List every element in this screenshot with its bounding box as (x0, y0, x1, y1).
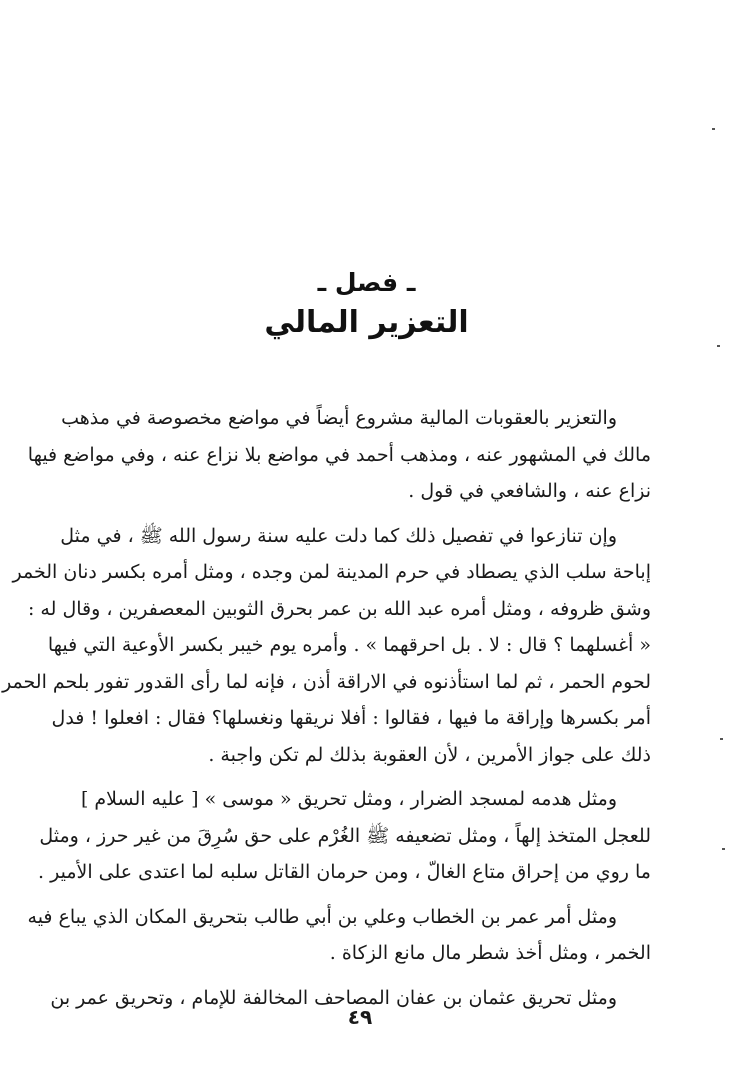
text-line: إباحة سلب الذي يصطاد في حرم المدينة لمن وجده ، ومثل أمره بكسر دنان الخمر (12, 561, 651, 583)
paragraph (27, 899, 651, 972)
scan-speck (720, 738, 723, 740)
text-line: مالك في المشهور عنه ، ومذهب أحمد في مواضع بلا نزاع عنه ، وفي مواضع فيها (27, 443, 651, 466)
paragraph (38, 781, 651, 891)
text-line: الخمر ، ومثل أخذ شطر مال مانع الزكاة . (329, 942, 651, 964)
body-text (2, 400, 651, 1024)
paragraph (27, 400, 651, 510)
text-line: « أغسلهما ؟ قال : لا . بل احرقهما » . وأمره يوم خيبر بكسر الأوعية التي فيها (47, 634, 651, 656)
text-line: للعجل المتخذ إلهاً ، ومثل تضعيفه ﷺ الغُرْم على حق سُرِقَ من غير حرز ، ومثل (39, 824, 651, 847)
text-line: وشق ظروفه ، ومثل أمره عبد الله بن عمر بحرق الثوبين المعصفرين ، وقال له : (27, 597, 651, 620)
scan-speck (717, 345, 720, 347)
paragraph (2, 518, 651, 774)
page-title: التعزير المالي (264, 305, 469, 340)
text-line: أمر بكسرها وإراقة ما فيها ، فقالوا : أفلا نريقها ونغسلها؟ فقال : افعلوا ! فدل (51, 707, 651, 729)
text-line: ومثل تحريق عثمان بن عفان المصاحف المخالفة للإمام ، وتحريق عمر بن (50, 986, 617, 1009)
section-label: ـ فصل ـ (317, 268, 416, 297)
page-number: ٤٩ (347, 1005, 373, 1029)
scan-speck (722, 848, 725, 850)
text-line: ومثل أمر عمر بن الخطاب وعلي بن أبي طالب بتحريق المكان الذي يباع فيه (27, 905, 617, 928)
text-line: لحوم الحمر ، ثم لما استأذنوه في الاراقة أذن ، فإنه لما رأى القدور تفور بلحم الحمر (2, 670, 651, 693)
text-line: ومثل هدمه لمسجد الضرار ، ومثل تحريق « موسى » [ عليه السلام ] (80, 788, 617, 810)
text-line: ما روي من إحراق متاع الغالّ ، ومن حرمان القاتل سلبه لما اعتدى على الأمير . (38, 861, 651, 883)
text-line: ذلك على جواز الأمرين ، لأن العقوبة بذلك لم تكن واجبة . (208, 743, 651, 766)
text-line: وإن تنازعوا في تفصيل ذلك كما دلت عليه سنة رسول الله ﷺ ، في مثل (60, 524, 617, 547)
scan-speck (712, 128, 715, 130)
text-line: والتعزير بالعقوبات المالية مشروع أيضاً في مواضع مخصوصة في مذهب (61, 407, 617, 429)
text-line: نزاع عنه ، والشافعي في قول . (408, 480, 651, 502)
